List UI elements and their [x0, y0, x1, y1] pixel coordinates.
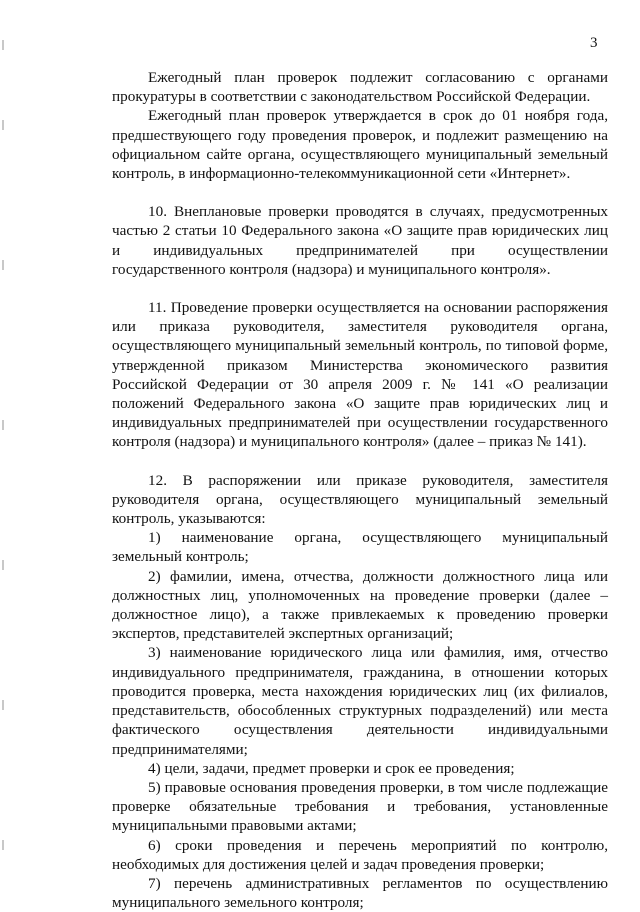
list-item-6: 6) сроки проведения и перечень мероприятий по контролю, необходимых для достижения целей и задач проведения проверки;: [112, 836, 608, 873]
list-item-4: 4) цели, задачи, предмет проверки и срок ее проведения;: [148, 759, 515, 777]
list-item-5: 5) правовые основания проведения проверки, в том числе подлежащие проверке обязательные требования и требования, установленные муниципальными правовыми актами;: [112, 778, 608, 835]
list-item-2: 2) фамилии, имена, отчества, должности должностного лица или должностных лиц, уполномоченных на проведение проверки (далее – должностное лицо), а также привлекаемых к проведению проверки экспертов, представителей экспертных организаций;: [112, 567, 608, 643]
paragraph-10: 10. Внеплановые проверки проводятся в случаях, предусмотренных частью 2 статьи 10 Федерального закона «О защите прав юридических лиц и индивидуальных предпринимателей при осуществлении государственного контроля (надзора) и муниципального контроля».: [112, 203, 608, 278]
list-item-1: 1) наименование органа, осуществляющего муниципальный земельный контроль;: [112, 529, 608, 566]
paragraph-12: 12. В распоряжении или приказе руководителя, заместителя руководителя органа, осуществляющего муниципальный земельный контроль, указываются:: [112, 471, 608, 528]
list-item-3: 3) наименование юридического лица или фамилия, имя, отчество индивидуального предпринимателя, гражданина, в отношении которых проводится проверка, места нахождения юридических лиц (их филиалов, представительств, обособленных структурных подразделений) или места фактического осуществления деятельности индивидуальными предпринимателями;: [112, 644, 608, 758]
scan-margin-marks: [2, 0, 8, 905]
page-number: 3: [590, 35, 598, 51]
paragraph-11: 11. Проведение проверки осуществляется на основании распоряжения или приказа руководителя, заместителя руководителя органа, осуществляющего муниципальный земельный контроль, по типовой форме, утвержденной приказом Министерства экономического развития Российской Федерации от 30 апреля 2009 г. № 141 «О реализации положений Федерального закона «О защите прав юридических лиц и индивидуальных предпринимателей при осуществлении государственного контроля (надзора) и муниципального контроля» (далее – приказ № 141).: [112, 299, 608, 451]
paragraph-plan-deadline: Ежегодный план проверок утверждается в срок до 01 ноября года, предшествующего году проведения проверок, и подлежит размещению на официальном сайте органа, осуществляющего муниципальный земельный контроль, в информационно-телекоммуникационной сети «Интернет».: [112, 107, 608, 183]
document-body: [112, 68, 608, 912]
paragraph-plan-approval: Ежегодный план проверок подлежит согласованию с органами прокуратуры в соответствии с законодательством Российской Федерации.: [112, 69, 608, 106]
list-item-7: 7) перечень административных регламентов по осуществлению муниципального земельного контроля;: [112, 874, 608, 912]
